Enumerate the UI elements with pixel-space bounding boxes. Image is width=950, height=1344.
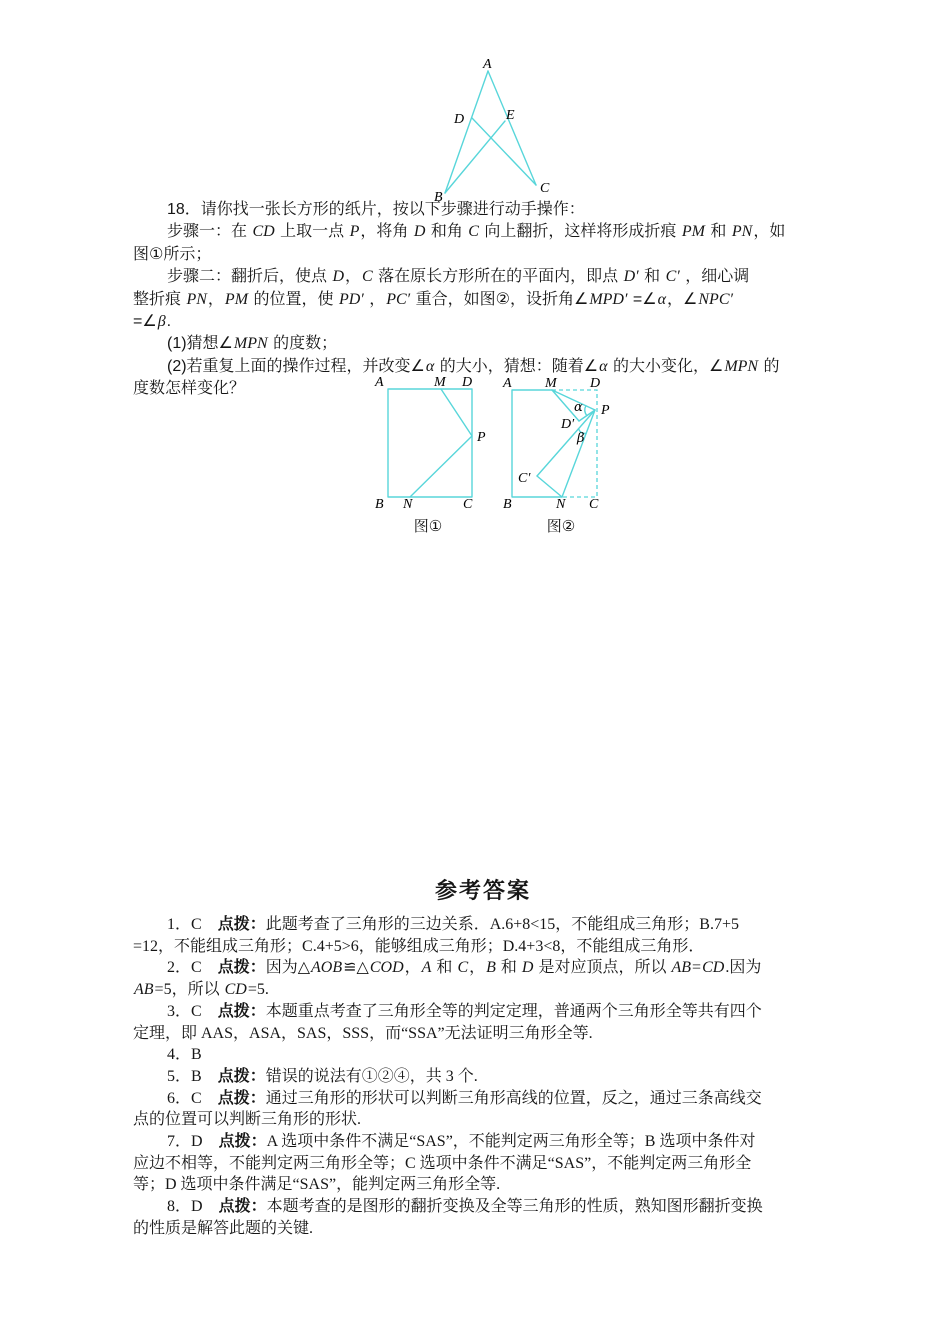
answer-line: 8．D 点拨：本题考查的是图形的翻折变换及全等三角形的性质，熟知图形翻折变换 bbox=[167, 1198, 763, 1216]
problem-line: 整折痕 PN，PM 的位置，使 PD′ ，PC′ 重合，如图②，设折角∠MPD′ =∠α，∠NPC′ bbox=[133, 290, 733, 308]
answers-title: 参考答案 bbox=[434, 878, 531, 903]
problem-line: 18．请你找一张长方形的纸片，按以下步骤进行动手操作： bbox=[167, 201, 585, 218]
answer-line: 定理，即 AAS，ASA，SAS，SSS，而“SSA”无法证明三角形全等. bbox=[133, 1024, 593, 1042]
fig2-label-C: C bbox=[589, 497, 599, 512]
fig2-label-Dprime: D′ bbox=[561, 417, 575, 432]
fig1-creases-MP-PN bbox=[410, 389, 472, 497]
fig1-label-P: P bbox=[477, 430, 486, 445]
fig2-label-alpha: α bbox=[574, 400, 583, 415]
figure-triangle bbox=[408, 46, 573, 211]
answer-line: 3．C 点拨：本题重点考查了三角形全等的判定定理，普通两个三角形全等共有四个 bbox=[167, 1002, 762, 1020]
problem-line: 步骤二：翻折后，使点 D，C 落在原长方形所在的平面内，即点 D′ 和 C′ ，细心调 bbox=[167, 268, 750, 286]
fig2-label-Cprime: C′ bbox=[518, 471, 531, 486]
answers-section bbox=[133, 879, 833, 1240]
fig-top-label-E: E bbox=[506, 108, 515, 123]
fig1-caption: 图① bbox=[413, 518, 443, 535]
segment-AC bbox=[488, 71, 536, 185]
fig2-angle-arc-alpha bbox=[585, 406, 587, 416]
fig2-label-beta: β bbox=[577, 431, 585, 446]
fig-top-label-C: C bbox=[540, 181, 550, 196]
answer-line: 的性质是解答此题的关键. bbox=[133, 1219, 314, 1237]
problem-line: =∠β. bbox=[133, 313, 172, 331]
answer-line: 应边不相等，不能判定两三角形全等；C 选项中条件不满足“SAS”，不能判定两三角形全 bbox=[133, 1154, 752, 1172]
problem-line: (2)若重复上面的操作过程，并改变∠α 的大小，猜想：随着∠α 的大小变化，∠MPN 的 bbox=[167, 357, 780, 375]
fig-top-label-B: B bbox=[434, 190, 443, 205]
fig1-label-N: N bbox=[403, 497, 413, 512]
segment-DC bbox=[472, 118, 536, 185]
fig1-label-D: D bbox=[462, 375, 473, 390]
segment-AB bbox=[445, 71, 488, 193]
fig1-label-C: C bbox=[463, 497, 473, 512]
answer-line: 等；D 选项中条件满足“SAS”，能判定两三角形全等. bbox=[133, 1176, 501, 1194]
fig1-label-B: B bbox=[375, 497, 384, 512]
fig1-label-A: A bbox=[375, 375, 384, 390]
problem-line: 步骤一：在 CD 上取一点 P，将角 D 和角 C 向上翻折，这样将形成折痕 PM 和 PN，如 bbox=[167, 223, 786, 241]
problem-line: (1)猜想∠MPN 的度数； bbox=[167, 335, 338, 353]
answer-line: 4．B bbox=[167, 1046, 202, 1064]
fig1 bbox=[374, 375, 486, 535]
figure-folding bbox=[365, 370, 635, 542]
problem-line: 度数怎样变化？ bbox=[133, 380, 246, 398]
fig2-label-P: P bbox=[601, 403, 610, 418]
fig2-label-B: B bbox=[503, 497, 512, 512]
answer-line: 1．C 点拨：此题考查了三角形的三边关系．A.6+8<15，不能组成三角形；B.7+5 bbox=[167, 916, 740, 933]
fig1-rectangle bbox=[388, 389, 472, 497]
answer-line: 2．C 点拨：因为△AOB≌△COD，A 和 C，B 和 D 是对应顶点，所以 AB=CD.因为 bbox=[167, 959, 762, 977]
fig2-label-N: N bbox=[556, 497, 566, 512]
answer-line: 6．C 点拨：通过三角形的形状可以判断三角形高线的位置，反之，通过三条高线交 bbox=[167, 1089, 762, 1107]
answer-line: =12，不能组成三角形；C.4+5>6，能够组成三角形；D.4+3<8，不能组成三角形． bbox=[133, 937, 705, 955]
problem-line: 图①所示； bbox=[133, 245, 212, 263]
fig1-label-M: M bbox=[434, 375, 446, 390]
fig2-caption: 图② bbox=[546, 518, 576, 535]
fig2-label-A: A bbox=[503, 376, 512, 391]
answer-line: AB=5，所以 CD=5. bbox=[134, 981, 269, 999]
answer-line: 7．D 点拨：A 选项中条件不满足“SAS”，不能判定两三角形全等；B 选项中条件对 bbox=[167, 1133, 756, 1151]
fig-top-label-A: A bbox=[483, 57, 492, 72]
fig2-edge-NCprime bbox=[537, 476, 562, 497]
fig-top-label-D: D bbox=[454, 112, 465, 127]
fig2-label-D: D bbox=[590, 376, 601, 391]
answer-line: 5．B 点拨：错误的说法有①②④，共 3 个. bbox=[167, 1067, 478, 1085]
answer-line: 点的位置可以判断三角形的形状. bbox=[133, 1111, 362, 1129]
segment-EB bbox=[445, 121, 505, 193]
fig2 bbox=[502, 376, 610, 535]
fig2-label-M: M bbox=[545, 376, 557, 391]
triangle-lines bbox=[445, 71, 536, 193]
